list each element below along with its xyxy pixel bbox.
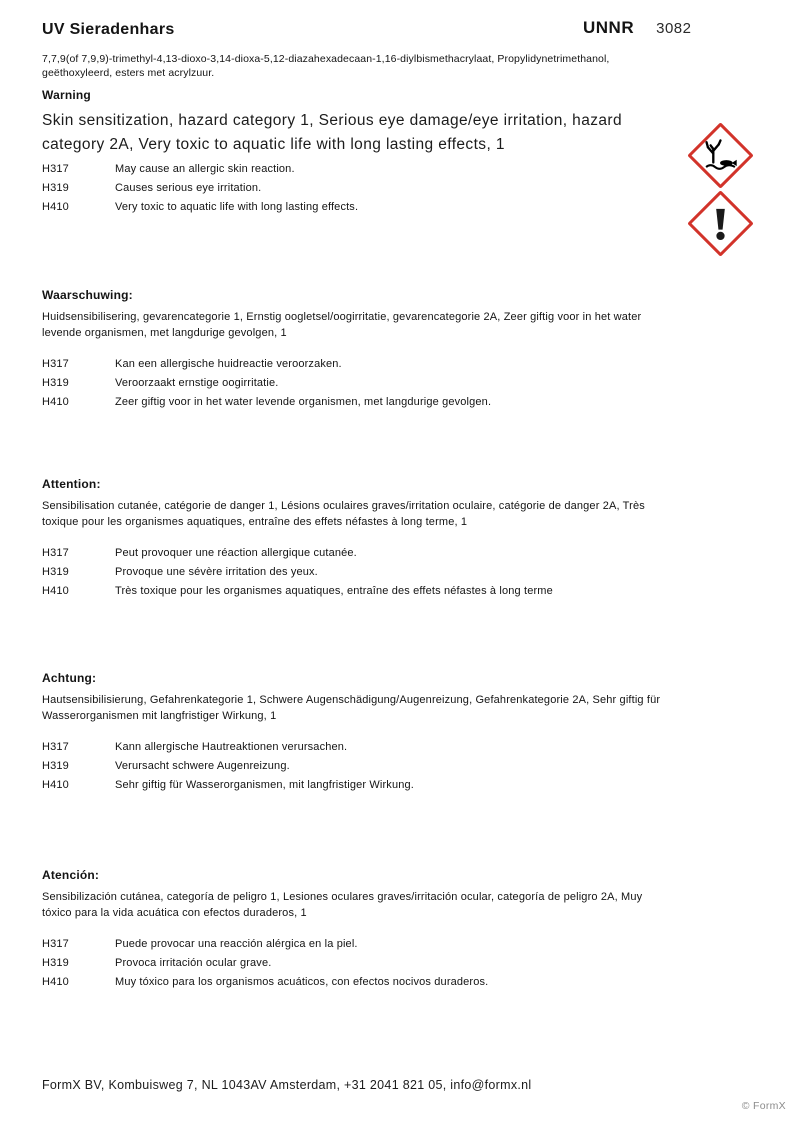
signal-word: Achtung:: [42, 671, 97, 685]
copyright-notice: © FormX: [741, 1100, 786, 1112]
hazard-statements: [42, 937, 664, 990]
exclamation-mark-icon: [702, 205, 738, 241]
h-text: Zeer giftig voor in het water levende organismen, met langdurige gevolgen.: [115, 396, 492, 408]
hazard-summary: Sensibilización cutánea, categoría de peligro 1, Lesiones oculares graves/irritación ocular, categoría de peligro 2A, Muy tóxico para la vida acuática con efectos duraderos, 1: [42, 891, 643, 919]
h-code: H319: [42, 760, 69, 772]
h-text: Très toxique pour les organismes aquatiques, entraîne des effets néfastes à long terme: [115, 585, 553, 597]
signal-word: Warning: [42, 88, 91, 102]
hazard-statement-row: [42, 759, 664, 774]
hazard-section-fr: [42, 477, 664, 603]
h-code: H410: [42, 976, 69, 988]
hazard-summary: Sensibilisation cutanée, catégorie de danger 1, Lésions oculaires graves/irritation oculaire, catégorie de danger 2A, Très toxique pour les organismes aquatiques, entraîne des effets néfastes à long terme, 1: [42, 500, 645, 528]
h-code: H410: [42, 396, 69, 408]
h-code: H319: [42, 182, 69, 194]
hazard-summary: Huidsensibilisering, gevarencategorie 1, Ernstig oogletsel/oogirritatie, gevarencategorie 2A, Zeer giftig voor in het water levende organismen, met langdurige gevolgen, 1: [42, 311, 642, 339]
hazard-summary: Skin sensitization, hazard category 1, Serious eye damage/eye irritation, hazard category 2A, Very toxic to aquatic life with long lasting effects, 1: [42, 112, 622, 153]
hazard-statement-row: [42, 200, 664, 215]
h-code: H319: [42, 566, 69, 578]
hazard-statements: [42, 357, 664, 410]
h-text: Kann allergische Hautreaktionen verursachen.: [115, 741, 348, 753]
h-code: H317: [42, 547, 69, 559]
hazard-section-de: [42, 671, 664, 797]
h-text: Peut provoquer une réaction allergique cutanée.: [115, 547, 357, 559]
hazard-summary: Hautsensibilisierung, Gefahrenkategorie 1, Schwere Augenschädigung/Augenreizung, Gefahrenkategorie 2A, Sehr giftig für Wasserorganismen mit langfristiger Wirkung, 1: [42, 694, 661, 722]
h-code: H410: [42, 201, 69, 213]
hazard-section-en: [42, 88, 664, 219]
hazard-statement-row: [42, 975, 664, 990]
h-code: H410: [42, 585, 69, 597]
signal-word: Waarschuwing:: [42, 288, 133, 302]
h-text: May cause an allergic skin reaction.: [115, 163, 295, 175]
hazard-statement-row: [42, 181, 664, 196]
hazard-statements: [42, 740, 664, 793]
hazard-statements: [42, 546, 664, 599]
hazard-statement-row: [42, 162, 664, 177]
h-code: H319: [42, 957, 69, 969]
h-text: Kan een allergische huidreactie veroorzaken.: [115, 358, 342, 370]
h-code: H317: [42, 741, 69, 753]
ghs-diamond-border: [687, 122, 753, 188]
company-contact-line: FormX BV, Kombuisweg 7, NL 1043AV Amsterdam, +31 2041 821 05, info@formx.nl: [42, 1078, 532, 1092]
h-text: Provoca irritación ocular grave.: [115, 957, 272, 969]
hazard-statement-row: [42, 956, 664, 971]
hazard-statement-row: [42, 584, 664, 599]
h-code: H410: [42, 779, 69, 791]
h-text: Puede provocar una reacción alérgica en la piel.: [115, 938, 358, 950]
page-title: UV Sieradenhars: [42, 21, 175, 38]
h-code: H319: [42, 377, 69, 389]
ghs-diamond-border: [687, 190, 753, 256]
unnr-label: UNNR: [583, 18, 635, 37]
h-text: Veroorzaakt ernstige oogirritatie.: [115, 377, 279, 389]
hazard-section-nl: [42, 288, 664, 414]
hazard-statement-row: [42, 565, 664, 580]
h-code: H317: [42, 938, 69, 950]
un-number-block: [583, 18, 691, 38]
hazard-statement-row: [42, 546, 664, 561]
dead-tree-and-fish-icon: [702, 137, 738, 173]
h-text: Very toxic to aquatic life with long lasting effects.: [115, 201, 359, 213]
signal-word: Attention:: [42, 477, 101, 491]
substance-name: 7,7,9(of 7,9,9)-trimethyl-4,13-dioxo-3,14-dioxa-5,12-diazahexadecaan-1,16-diylbismethacrylaat, Propylidynetrimethanol, geëthoxyleerd, esters met acrylzuur.: [42, 53, 610, 79]
ghs07-exclamation-pictogram: [686, 189, 754, 257]
h-code: H317: [42, 358, 69, 370]
hazard-statement-row: [42, 395, 664, 410]
h-text: Causes serious eye irritation.: [115, 182, 262, 194]
h-text: Muy tóxico para los organismos acuáticos, con efectos nocivos duraderos.: [115, 976, 489, 988]
ghs09-environment-pictogram: [686, 121, 754, 189]
h-code: H317: [42, 163, 69, 175]
hazard-section-es: [42, 868, 664, 994]
h-text: Sehr giftig für Wasserorganismen, mit langfristiger Wirkung.: [115, 779, 414, 791]
signal-word: Atención:: [42, 868, 100, 882]
h-text: Provoque une sévère irritation des yeux.: [115, 566, 318, 578]
hazard-statement-row: [42, 357, 664, 372]
unnr-value: 3082: [656, 20, 692, 37]
h-text: Verursacht schwere Augenreizung.: [115, 760, 290, 772]
hazard-statement-row: [42, 937, 664, 952]
hazard-statement-row: [42, 740, 664, 755]
hazard-statements: [42, 162, 664, 215]
hazard-statement-row: [42, 778, 664, 793]
hazard-statement-row: [42, 376, 664, 391]
pictogram-column: [686, 121, 756, 257]
